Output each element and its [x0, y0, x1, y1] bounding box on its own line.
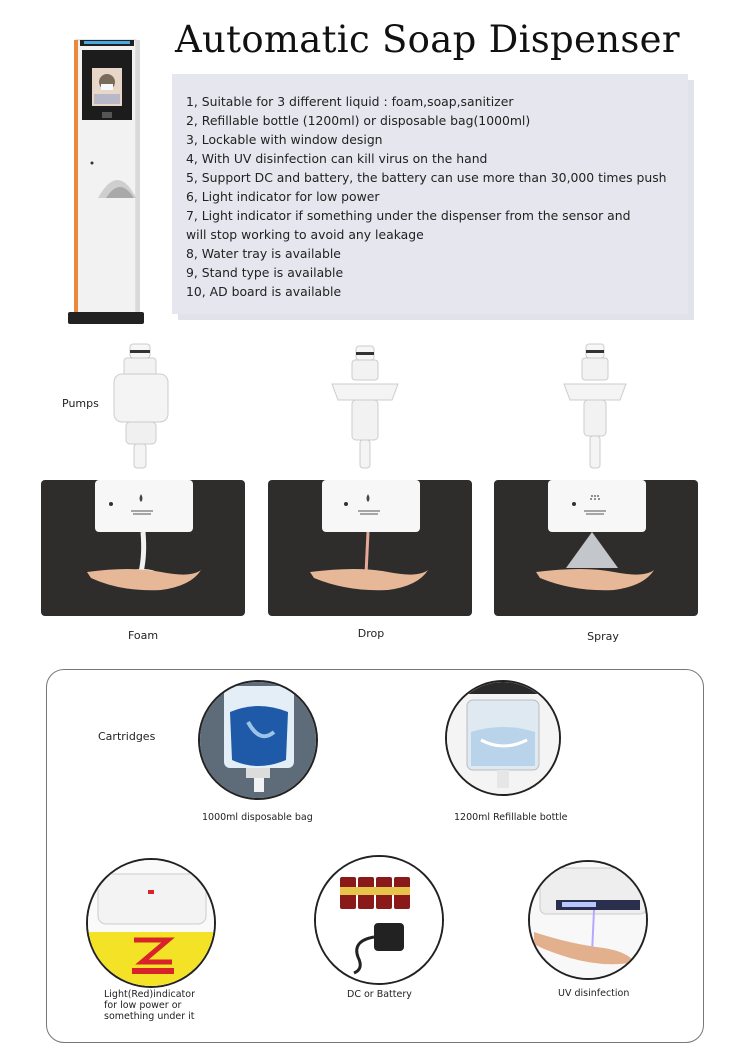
indicator-caption-line: something under it: [104, 1011, 195, 1022]
refillable-bottle-caption: 1200ml Refillable bottle: [454, 812, 568, 823]
spray-label: Spray: [587, 630, 619, 643]
feature-item: 7, Light indicator if something under the dispenser from the sensor and: [186, 208, 631, 223]
indicator-image: [86, 858, 216, 988]
drop-demo-image: [268, 480, 472, 616]
pumps-label: Pumps: [62, 397, 99, 410]
battery-adapter-image: [314, 855, 444, 985]
feature-item: 9, Stand type is available: [186, 265, 344, 280]
features-list: [172, 74, 688, 301]
page-title: Automatic Soap Dispenser: [175, 18, 680, 61]
feature-item: 2, Refillable bottle (1200ml) or disposable bag(1000ml): [186, 113, 531, 128]
drop-label: Drop: [357, 627, 385, 640]
foam-label: Foam: [127, 629, 159, 642]
disposable-bag-image: [198, 680, 318, 800]
indicator-caption-line: for low power or: [104, 1000, 182, 1011]
feature-item: 3, Lockable with window design: [186, 132, 383, 147]
foam-demo-panel: [41, 480, 245, 616]
features-box: [172, 74, 688, 314]
drop-demo-panel: [268, 480, 472, 616]
spray-pump-image: [560, 340, 630, 470]
refillable-bottle-image: [445, 680, 561, 796]
uv-disinfection-image: [528, 860, 648, 980]
spray-demo-panel: [494, 480, 698, 616]
feature-item: will stop working to avoid any leakage: [186, 227, 424, 242]
drop-pump-image: [330, 340, 400, 470]
uv-caption: UV disinfection: [558, 988, 630, 999]
feature-item: 10, AD board is available: [186, 284, 342, 299]
indicator-caption-line: Light(Red)indicator: [104, 989, 195, 1000]
cartridges-label: Cartridges: [98, 730, 156, 743]
dispenser-stand-image: [58, 30, 158, 332]
spray-demo-image: [494, 480, 698, 616]
disposable-bag-caption: 1000ml disposable bag: [202, 812, 313, 823]
feature-item: 6, Light indicator for low power: [186, 189, 380, 204]
foam-pump-image: [106, 340, 176, 470]
feature-item: 4, With UV disinfection can kill virus on the hand: [186, 151, 488, 166]
feature-item: 5, Support DC and battery, the battery can use more than 30,000 times push: [186, 170, 667, 185]
dc-battery-caption: DC or Battery: [347, 989, 412, 1000]
feature-item: 8, Water tray is available: [186, 246, 341, 261]
feature-item: 1, Suitable for 3 different liquid : foam,soap,sanitizer: [186, 94, 514, 109]
indicator-caption: [104, 989, 195, 1022]
foam-demo-image: [41, 480, 245, 616]
